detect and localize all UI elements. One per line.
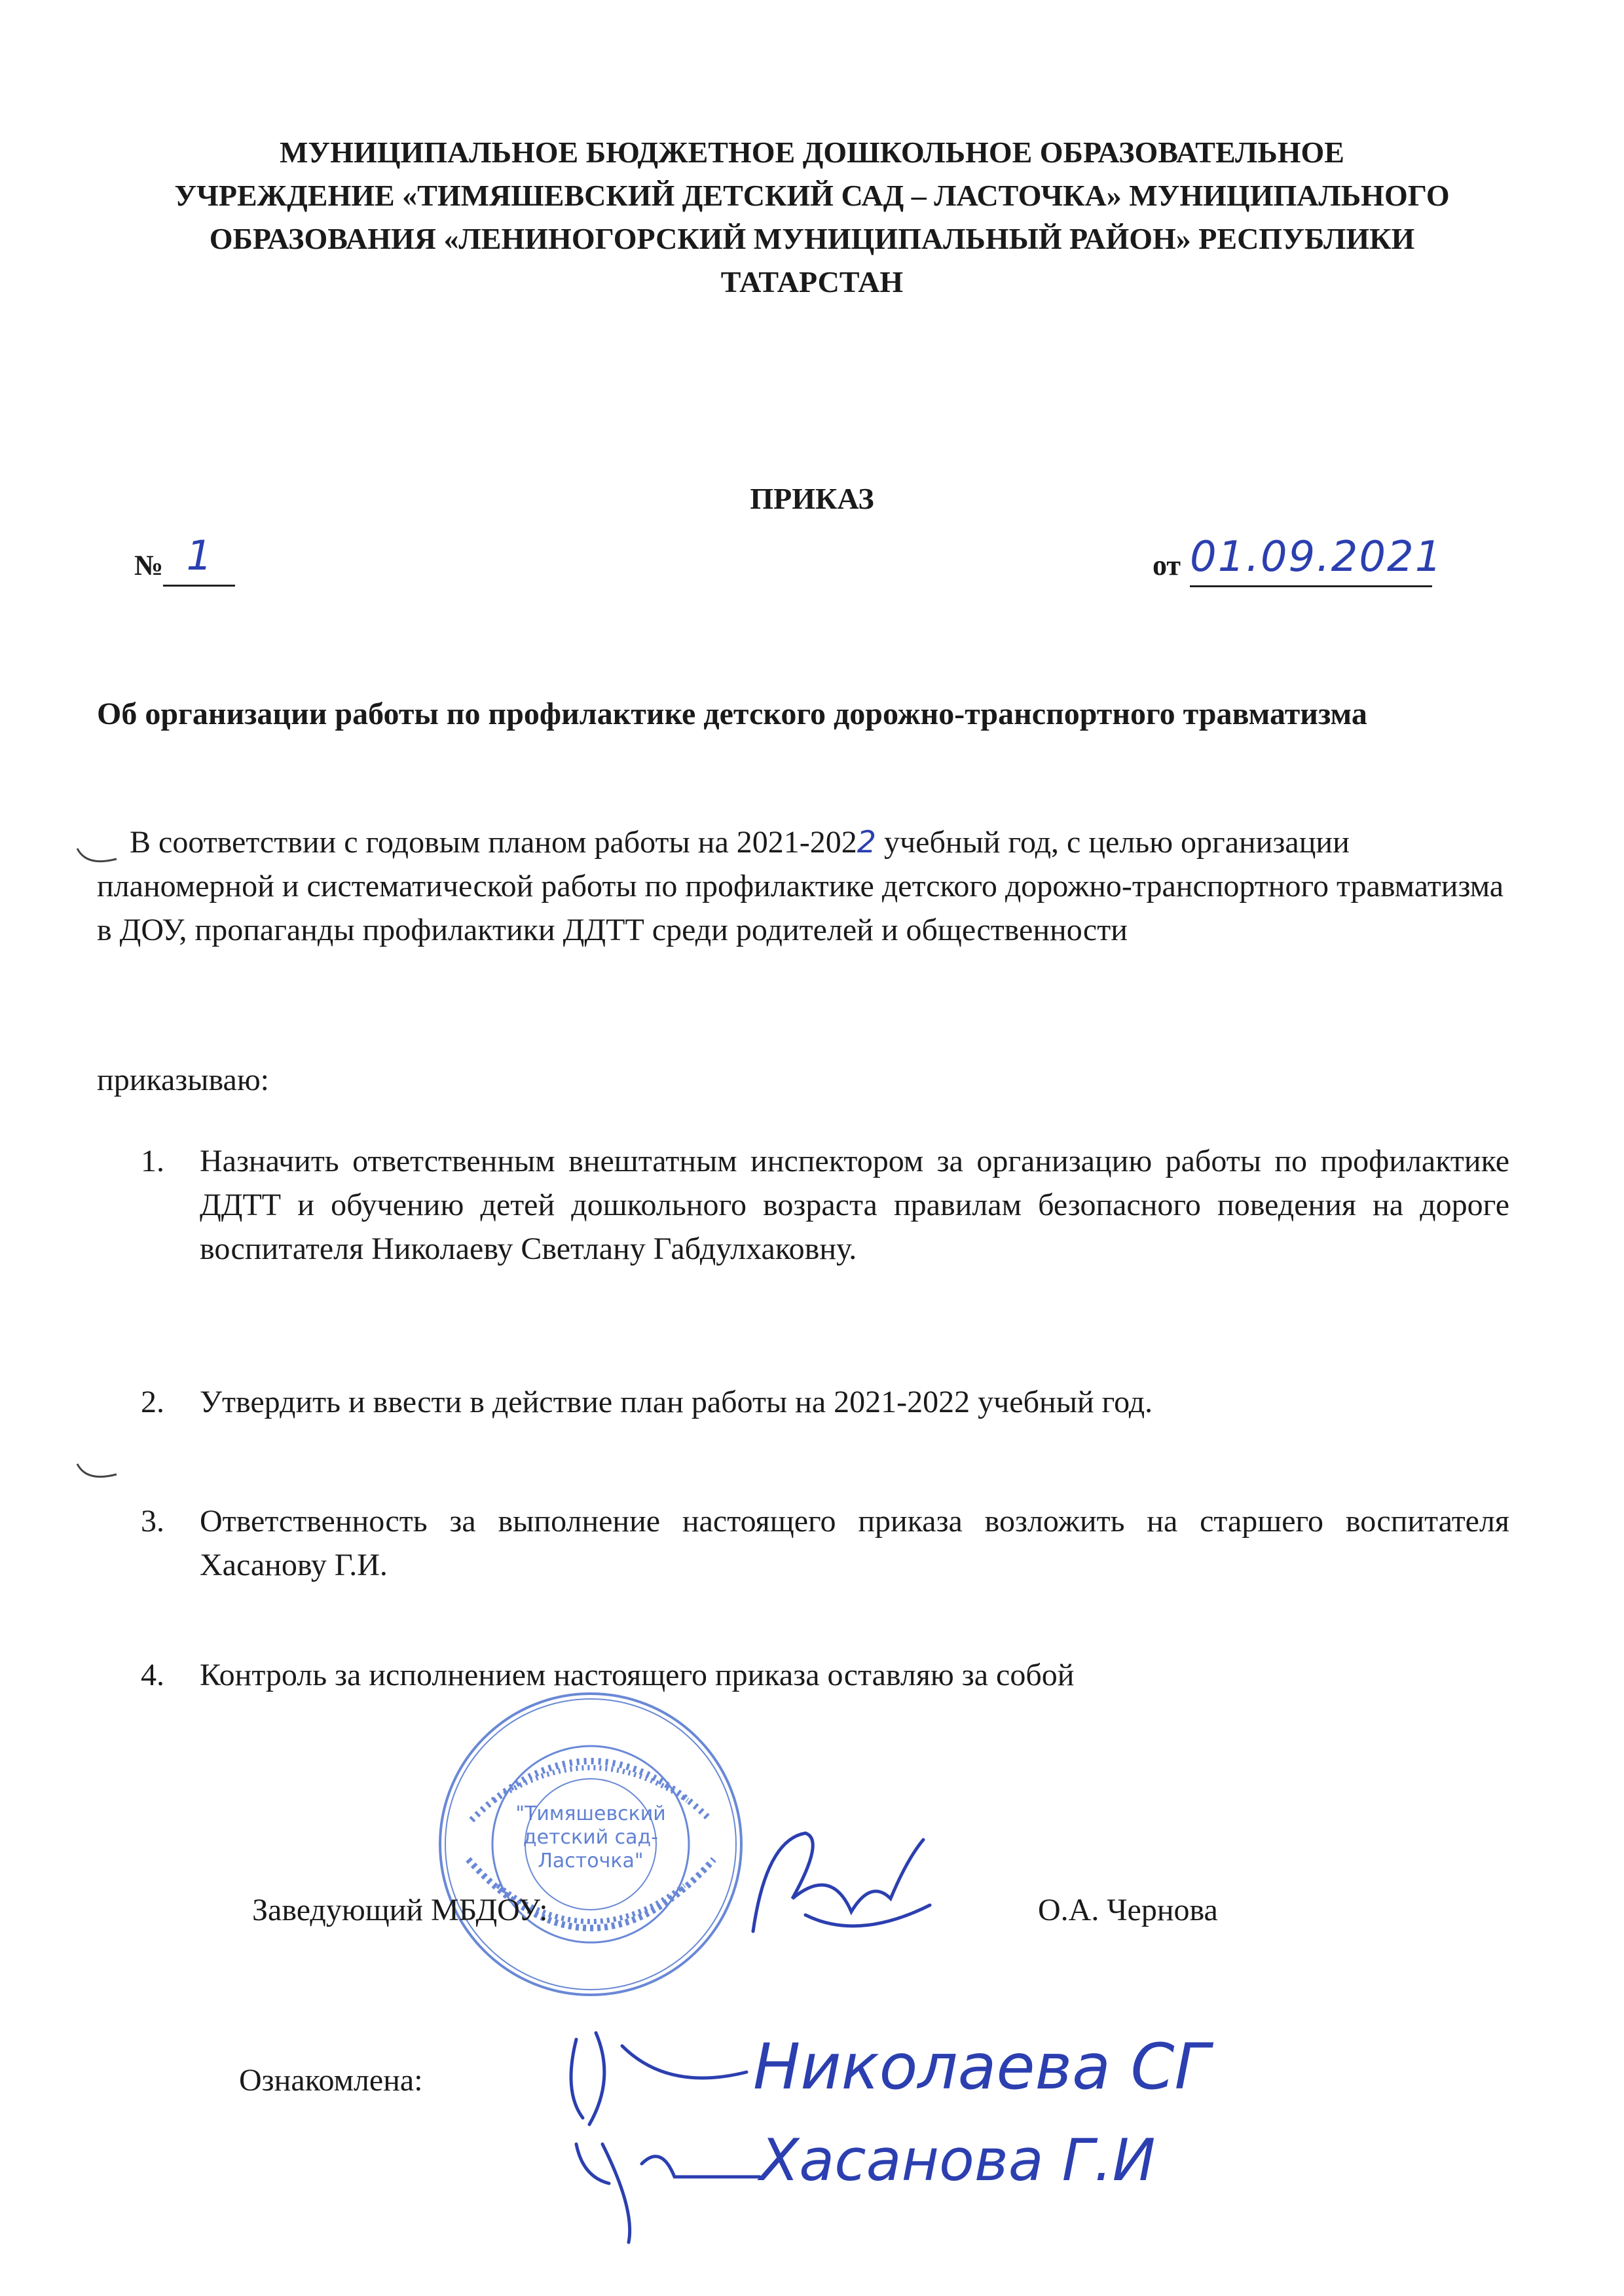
item-number: 1.	[141, 1144, 164, 1178]
org-line: МУНИЦИПАЛЬНОЕ БЮДЖЕТНОЕ ДОШКОЛЬНОЕ ОБРАЗОВАТЕЛЬНОЕ	[280, 136, 1344, 169]
list-item	[141, 1139, 1509, 1271]
acknowledged-label: Ознакомлена:	[239, 2063, 423, 2098]
date-field	[1190, 533, 1443, 587]
org-line: ОБРАЗОВАНИЯ «ЛЕНИНОГОРСКИЙ МУНИЦИПАЛЬНЫЙ РАЙОН» РЕСПУБЛИКИ	[209, 222, 1415, 255]
order-date	[1153, 533, 1443, 587]
item-text: Ответственность за выполнение настоящего приказа возложить на старшего воспитателя Хасанову Г.И.	[200, 1504, 1509, 1582]
org-line: ТАТАРСТАН	[720, 265, 904, 299]
director-position: Заведующий МБДОУ:	[252, 1893, 548, 1927]
pen-mark-icon	[72, 1460, 124, 1486]
order-subject: Об организации работы по профилактике детского дорожно-транспортного травматизма	[97, 697, 1367, 731]
handwritten-name-2-icon	[747, 2108, 1192, 2206]
preamble-text-1: В соответствии с годовым планом работы на 2021-202	[130, 825, 857, 860]
director-signature-icon	[727, 1800, 943, 1964]
order-number	[134, 532, 235, 587]
organization-header	[85, 131, 1539, 304]
number-field	[163, 532, 235, 587]
svg-text:"Тимяшевский: "Тимяшевский	[515, 1802, 666, 1825]
handwritten-name-2: Хасанова Г.И	[760, 2126, 1156, 2194]
document-title: ПРИКАЗ	[750, 482, 874, 515]
svg-text:детский сад-: детский сад-	[523, 1826, 659, 1849]
item-text: Назначить ответственным внештатным инспектором за организацию работы по профилактике ДДТТ и обучению детей дошкольного возраста правилам безопасного поведения на дороге воспитателя Николаеву Светлану Габдулхаковну.	[200, 1144, 1509, 1266]
stamp-seal-icon	[435, 1689, 747, 2000]
preamble-paragraph	[97, 820, 1518, 952]
preamble-text-2: учебный год, с целью организации планомерной и систематической работы по профилактике детского дорожно-транспортного травматизма в ДОУ, пропаганды профилактики ДДТТ среди родителей и общественности	[97, 825, 1504, 947]
list-item	[141, 1653, 1509, 1697]
handwritten-correction: 2	[857, 824, 877, 860]
item-number: 4.	[141, 1658, 164, 1692]
handwritten-number: 1	[186, 532, 212, 579]
item-text: Утвердить и ввести в действие план работы на 2021-2022 учебный год.	[200, 1385, 1153, 1419]
date-label: от	[1153, 549, 1181, 581]
handwritten-date: 01.09.2021	[1190, 533, 1443, 581]
item-number: 2.	[141, 1385, 164, 1419]
org-line: УЧРЕЖДЕНИЕ «ТИМЯШЕВСКИЙ ДЕТСКИЙ САД – ЛАСТОЧКА» МУНИЦИПАЛЬНОГО	[174, 179, 1450, 212]
list-item	[141, 1380, 1509, 1424]
item-number: 3.	[141, 1504, 164, 1539]
director-name: О.А. Чернова	[1038, 1893, 1218, 1927]
number-label: №	[134, 549, 164, 581]
order-verb: приказываю:	[97, 1063, 270, 1097]
list-item	[141, 1499, 1509, 1587]
svg-text:Ласточка": Ласточка"	[538, 1850, 644, 1872]
handwritten-name-1: Николаева СГ	[753, 2030, 1209, 2104]
item-text: Контроль за исполнением настоящего приказа оставляю за собой	[200, 1658, 1075, 1692]
